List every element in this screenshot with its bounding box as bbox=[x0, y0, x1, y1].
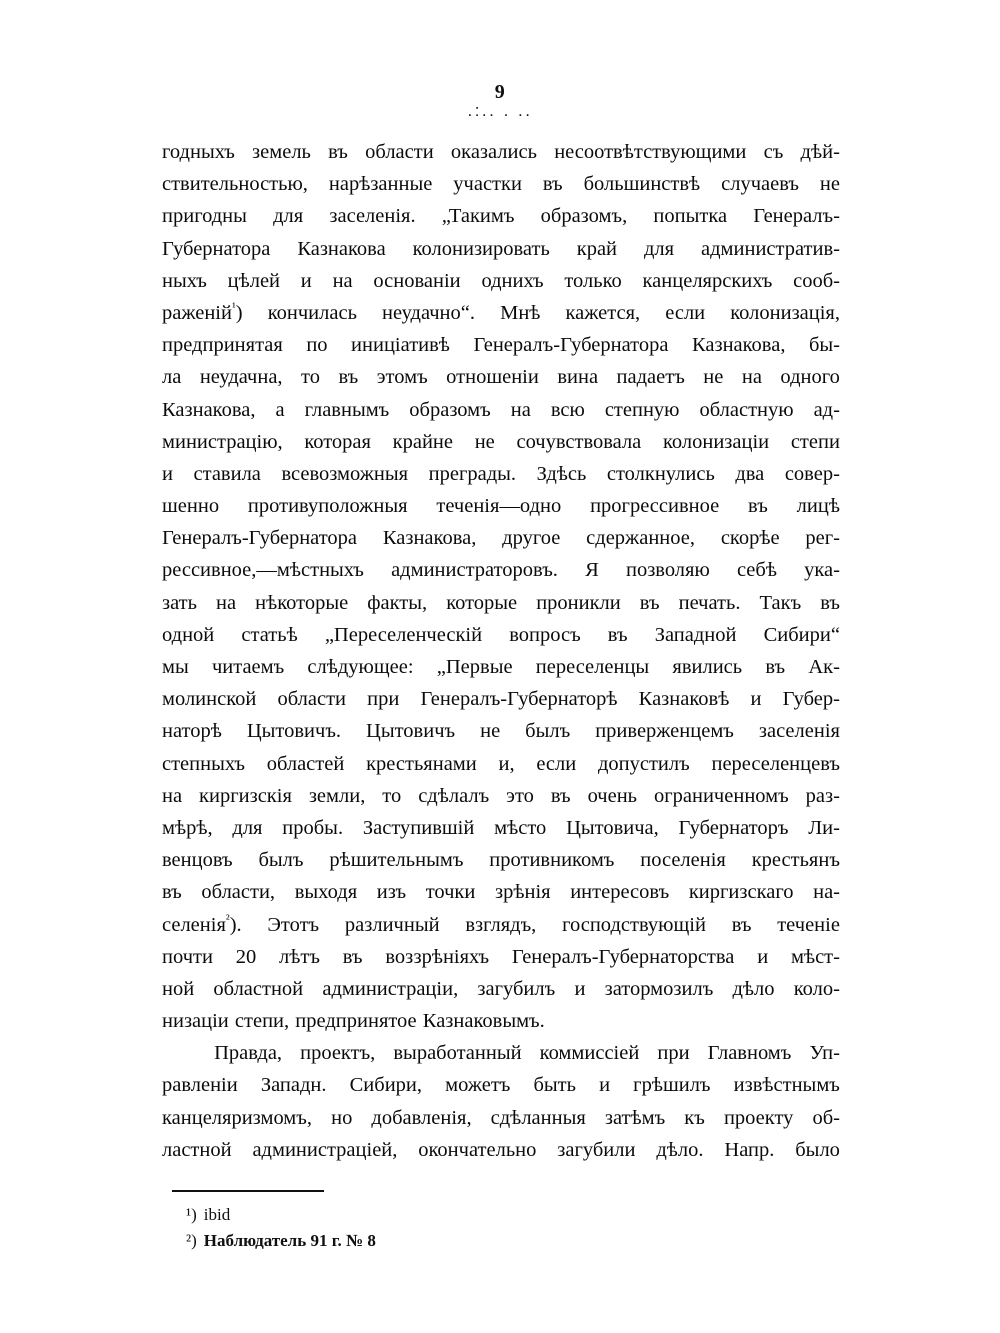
word: другое bbox=[502, 527, 561, 550]
word: образомъ, bbox=[540, 205, 628, 228]
word: загубили bbox=[557, 1138, 636, 1161]
word: и bbox=[750, 688, 762, 711]
word: Губернаторъ bbox=[678, 816, 789, 839]
word: дѣло. bbox=[656, 1138, 704, 1161]
word: селенія$^{^2}$). bbox=[162, 911, 242, 936]
word: одной bbox=[162, 623, 215, 646]
word: Западн. bbox=[260, 1074, 327, 1097]
word: съ bbox=[763, 141, 784, 163]
word: несоотвѣтствующими bbox=[554, 141, 747, 163]
text-line bbox=[162, 683, 840, 715]
word: на bbox=[741, 366, 762, 389]
word: Этотъ bbox=[267, 913, 320, 936]
word: очень bbox=[587, 784, 638, 807]
text-line bbox=[162, 1069, 840, 1101]
word: мѣсто bbox=[494, 816, 547, 839]
word: при bbox=[367, 688, 400, 711]
word: въ bbox=[162, 881, 182, 904]
word: въ bbox=[550, 784, 571, 807]
footnote-text: Наблюдатель 91 г. № 8 bbox=[203, 1231, 376, 1250]
word: оказались bbox=[450, 141, 537, 163]
word: добавленія, bbox=[371, 1106, 472, 1129]
word: ной bbox=[162, 977, 195, 1000]
page-header bbox=[0, 81, 1000, 120]
word: мѣст- bbox=[790, 945, 840, 968]
word: областную bbox=[699, 398, 794, 421]
word: земли, bbox=[308, 784, 366, 807]
word: ныхъ bbox=[162, 269, 207, 292]
word: сдѣлалъ bbox=[418, 784, 490, 807]
word: для bbox=[232, 816, 263, 839]
word: Казнаковѣ bbox=[638, 688, 730, 711]
word: участки bbox=[453, 173, 522, 196]
word: въ bbox=[342, 945, 363, 968]
word: венцовъ bbox=[162, 849, 233, 872]
word: ад- bbox=[813, 398, 840, 421]
text-line bbox=[162, 909, 840, 941]
word: Мнѣ bbox=[500, 301, 541, 324]
word: это bbox=[506, 784, 534, 807]
footnote-item bbox=[186, 1202, 826, 1228]
word: администраціи, bbox=[322, 977, 459, 1000]
word: Напр. bbox=[724, 1138, 775, 1161]
word: переселенцы bbox=[535, 656, 650, 678]
text-line bbox=[162, 619, 840, 651]
word: не bbox=[474, 430, 495, 453]
scan-artifact-dots: .:.. . .. bbox=[467, 101, 533, 120]
word: Главномъ bbox=[707, 1042, 792, 1065]
word: поселенія bbox=[640, 849, 726, 872]
word: крестьянами bbox=[366, 752, 477, 775]
word: если bbox=[665, 301, 706, 324]
word: Казнакова, bbox=[691, 334, 786, 357]
text-line bbox=[162, 973, 840, 1005]
word: ствительностью, bbox=[162, 173, 308, 196]
word: извѣстнымъ bbox=[733, 1074, 840, 1097]
word: на bbox=[216, 591, 237, 614]
word: министрацію, bbox=[162, 430, 283, 453]
word: областной bbox=[213, 977, 304, 1000]
word: одного bbox=[780, 366, 840, 389]
word: въ bbox=[639, 591, 660, 614]
word: прогрессивное bbox=[590, 495, 720, 518]
word: низаціи bbox=[162, 1010, 229, 1033]
word: степныхъ bbox=[162, 752, 245, 775]
word: степи bbox=[790, 430, 840, 453]
word: которые bbox=[446, 591, 518, 614]
word: грѣшилъ bbox=[633, 1074, 711, 1097]
word: дѣло bbox=[732, 977, 775, 1000]
text-line bbox=[162, 200, 840, 232]
word: статьѣ bbox=[241, 623, 298, 646]
word: ластной bbox=[162, 1138, 232, 1161]
word: сдѣланныя bbox=[490, 1106, 586, 1129]
word: проникли bbox=[536, 591, 621, 614]
text-line bbox=[162, 426, 840, 458]
word: наторѣ bbox=[162, 720, 222, 743]
word: для bbox=[643, 237, 675, 260]
word: области, bbox=[201, 881, 276, 904]
word: административ- bbox=[701, 237, 840, 260]
footnote-reference: ¹ bbox=[231, 300, 236, 315]
word: къ bbox=[684, 1106, 705, 1129]
word: пригодны bbox=[162, 205, 247, 228]
word: выходя bbox=[294, 881, 358, 904]
word: канцеляризмомъ, bbox=[162, 1106, 313, 1129]
word: не bbox=[819, 173, 840, 196]
word: „Такимъ bbox=[441, 205, 515, 228]
word: теченія—одно bbox=[436, 495, 562, 518]
word: области bbox=[365, 141, 434, 163]
word: былъ bbox=[258, 849, 304, 872]
word: вопросъ bbox=[509, 623, 581, 646]
word: противуположныя bbox=[247, 495, 408, 518]
word: всевозможныя bbox=[281, 462, 409, 485]
word: ограниченномъ bbox=[653, 784, 789, 807]
text-line bbox=[162, 297, 840, 329]
word: равленіи bbox=[162, 1074, 238, 1097]
word: выработанный bbox=[393, 1042, 522, 1065]
word: Генералъ-Губернатора bbox=[162, 527, 358, 550]
word: лицѣ bbox=[796, 495, 840, 518]
word: точки bbox=[425, 881, 476, 904]
footnote-list bbox=[186, 1202, 826, 1254]
word: переселенцевъ bbox=[711, 752, 840, 775]
word: земель bbox=[252, 141, 311, 163]
word: Казнакова, bbox=[162, 398, 256, 421]
word: проекту bbox=[723, 1106, 794, 1129]
word: неудачно“. bbox=[382, 301, 475, 324]
text-line bbox=[162, 136, 840, 168]
word: „Первые bbox=[436, 656, 513, 678]
word: не bbox=[703, 366, 724, 389]
word: и bbox=[300, 269, 312, 292]
word: и, bbox=[498, 752, 515, 775]
word: Губер- bbox=[782, 688, 840, 711]
word: крайне bbox=[392, 430, 454, 453]
text-line bbox=[162, 1037, 840, 1069]
word: противникомъ bbox=[489, 849, 615, 872]
word: кончилась bbox=[267, 301, 357, 324]
text-line bbox=[162, 651, 840, 683]
word: взглядъ, bbox=[465, 913, 537, 936]
word: позволяю bbox=[625, 559, 710, 582]
word: канцелярскихъ bbox=[642, 269, 773, 292]
word: отношеніи bbox=[446, 366, 539, 389]
text-line bbox=[162, 394, 840, 426]
text-line bbox=[162, 876, 840, 908]
word: степную bbox=[604, 398, 680, 421]
footnote-text: ibid bbox=[203, 1205, 231, 1224]
word: не bbox=[480, 720, 501, 743]
word: колонизація, bbox=[730, 301, 840, 324]
word: ука- bbox=[804, 559, 840, 582]
text-line bbox=[162, 715, 840, 747]
word: два bbox=[735, 462, 765, 485]
word: области bbox=[277, 688, 347, 711]
word: Ак- bbox=[808, 656, 840, 678]
word: Генералъ-Губернаторѣ bbox=[420, 688, 618, 711]
word: ла bbox=[162, 366, 182, 389]
word: явились bbox=[672, 656, 743, 678]
body-text-block bbox=[162, 136, 840, 1166]
word: и bbox=[599, 1074, 611, 1097]
word: Здѣсь bbox=[536, 462, 587, 485]
word: проектъ, bbox=[300, 1042, 376, 1065]
word: себѣ bbox=[736, 559, 777, 582]
word: раз- bbox=[805, 784, 840, 807]
word: зрѣнія bbox=[495, 881, 551, 904]
word: Казнакова bbox=[297, 237, 386, 260]
word: цѣлей bbox=[227, 269, 281, 292]
text-line bbox=[162, 522, 840, 554]
word: годныхъ bbox=[162, 141, 235, 163]
word: край bbox=[576, 237, 618, 260]
word: нѣкоторые bbox=[255, 591, 349, 614]
word: Генералъ-Губернаторства bbox=[511, 945, 735, 968]
word: различный bbox=[344, 913, 440, 936]
text-line bbox=[162, 361, 840, 393]
word: киргизскія bbox=[199, 784, 292, 807]
word: образомъ bbox=[409, 398, 491, 421]
word: почти bbox=[162, 945, 213, 968]
word: но bbox=[331, 1106, 353, 1129]
word: на- bbox=[813, 881, 840, 904]
word: приверженцемъ bbox=[595, 720, 734, 743]
word: изъ bbox=[376, 881, 407, 904]
word: интересовъ bbox=[570, 881, 670, 904]
word: заселенія bbox=[758, 720, 840, 743]
text-line bbox=[162, 1102, 840, 1134]
word: читаемъ bbox=[211, 656, 285, 678]
word: Правда, bbox=[214, 1042, 283, 1065]
word: если bbox=[536, 752, 577, 775]
text-line bbox=[162, 554, 840, 586]
word: затормозилъ bbox=[604, 977, 714, 1000]
word: колонизировать bbox=[412, 237, 550, 260]
word: только bbox=[564, 269, 622, 292]
word: воззрѣніяхъ bbox=[385, 945, 490, 968]
text-line bbox=[162, 1005, 840, 1037]
text-line bbox=[162, 490, 840, 522]
word: и bbox=[162, 462, 173, 485]
word: сдержанное, bbox=[586, 527, 695, 550]
word: Такъ bbox=[759, 591, 802, 614]
word: администраторовъ. bbox=[391, 559, 558, 582]
word: всю bbox=[550, 398, 585, 421]
text-line bbox=[162, 748, 840, 780]
word: мѣрѣ, bbox=[162, 816, 213, 839]
footnote-item bbox=[186, 1228, 826, 1254]
text-line bbox=[162, 587, 840, 619]
text-line bbox=[162, 233, 840, 265]
word: основаніи bbox=[373, 269, 461, 292]
text-line bbox=[162, 458, 840, 490]
word: загубилъ bbox=[477, 977, 556, 1000]
word: попытка bbox=[653, 205, 728, 228]
word: колонизаціи bbox=[662, 430, 770, 453]
word: этомъ bbox=[376, 366, 428, 389]
word: затѣмъ bbox=[604, 1106, 666, 1129]
word: Я bbox=[585, 559, 599, 582]
footnote-marker: ¹) bbox=[186, 1205, 197, 1224]
text-line bbox=[162, 265, 840, 297]
word: на bbox=[510, 398, 531, 421]
word: въ bbox=[607, 623, 628, 646]
word: молинской bbox=[162, 688, 257, 711]
word: рессивное,—мѣстныхъ bbox=[162, 559, 364, 582]
word: на bbox=[332, 269, 353, 292]
word: „Переселенческій bbox=[324, 623, 483, 646]
word: областей bbox=[266, 752, 345, 775]
word: при bbox=[657, 1042, 690, 1065]
word: крестьянъ bbox=[751, 849, 840, 872]
word: быть bbox=[533, 1074, 576, 1097]
word: для bbox=[273, 205, 304, 228]
word: Губернатора bbox=[162, 237, 271, 260]
footnote-marker: ²) bbox=[186, 1231, 197, 1250]
word: въ bbox=[542, 173, 563, 196]
word: Казнакова, bbox=[382, 527, 477, 550]
word: былъ bbox=[525, 720, 571, 743]
word: бы- bbox=[808, 334, 840, 357]
word: однихъ bbox=[481, 269, 544, 292]
word: въ bbox=[820, 591, 840, 614]
word: которая bbox=[304, 430, 371, 453]
word: кажется, bbox=[565, 301, 641, 324]
text-line bbox=[162, 812, 840, 844]
word: то bbox=[301, 366, 320, 389]
word: Казнаковымъ. bbox=[422, 1010, 545, 1033]
word: шенно bbox=[162, 495, 220, 518]
word: и bbox=[757, 945, 769, 968]
word: предпринятое bbox=[295, 1010, 417, 1033]
word: окончательно bbox=[418, 1138, 537, 1161]
word: Генералъ- bbox=[753, 205, 840, 228]
word: преграды. bbox=[428, 462, 517, 485]
word: иниціативѣ bbox=[351, 334, 450, 357]
text-line bbox=[162, 1134, 840, 1166]
page-number: 9 bbox=[494, 81, 506, 103]
word: въ bbox=[731, 913, 752, 936]
word: Генералъ-Губернатора bbox=[473, 334, 669, 357]
word: по bbox=[306, 334, 328, 357]
word: киргизскаго bbox=[688, 881, 794, 904]
word: Западной bbox=[654, 623, 737, 646]
word: коммиссіей bbox=[539, 1042, 640, 1065]
word: Цытовичъ bbox=[366, 720, 456, 743]
word: мы bbox=[162, 656, 189, 678]
word: администраціей, bbox=[252, 1138, 398, 1161]
word: а bbox=[275, 398, 285, 421]
word: Цытовича, bbox=[566, 816, 659, 839]
word: дѣй- bbox=[800, 141, 840, 163]
word: скорѣе bbox=[720, 527, 780, 550]
word: Сибири, bbox=[349, 1074, 423, 1097]
word: столкнулись bbox=[606, 462, 715, 485]
word: Цытовичъ. bbox=[246, 720, 342, 743]
word: совер- bbox=[784, 462, 840, 485]
text-line bbox=[162, 780, 840, 812]
word: господствующій bbox=[562, 913, 706, 936]
word: слѣдующее: bbox=[307, 656, 414, 678]
word: факты, bbox=[367, 591, 428, 614]
word: зать bbox=[162, 591, 197, 614]
footnote-reference: ² bbox=[225, 911, 230, 926]
word: ставила bbox=[193, 462, 261, 485]
word: лѣтъ bbox=[279, 945, 320, 968]
word: въ bbox=[748, 495, 768, 518]
text-line bbox=[162, 941, 840, 973]
word: степи, bbox=[234, 1010, 290, 1033]
word: заселенія. bbox=[329, 205, 416, 228]
word: въ bbox=[338, 366, 359, 389]
word: допустилъ bbox=[597, 752, 690, 775]
word: об- bbox=[812, 1106, 840, 1129]
text-line bbox=[162, 844, 840, 876]
word: было bbox=[795, 1138, 840, 1161]
word: теченіе bbox=[777, 913, 840, 936]
word: Уп- bbox=[809, 1042, 840, 1065]
word: раженій$^{^1}$) bbox=[162, 300, 243, 324]
word: рѣшительнымъ bbox=[329, 849, 464, 872]
footnote-separator-rule bbox=[172, 1190, 324, 1192]
word: коло- bbox=[793, 977, 840, 1000]
word: въ bbox=[765, 656, 786, 678]
word: пробы. bbox=[282, 816, 344, 839]
word: и bbox=[574, 977, 586, 1000]
word: 20 bbox=[235, 945, 257, 968]
word: падаетъ bbox=[616, 366, 685, 389]
word: рег- bbox=[805, 527, 840, 550]
word: на bbox=[162, 784, 183, 807]
word: случаевъ bbox=[721, 173, 799, 196]
word: неудачна, bbox=[199, 366, 283, 389]
word: можетъ bbox=[445, 1074, 511, 1097]
text-line bbox=[162, 168, 840, 200]
word: въ bbox=[328, 141, 348, 163]
word: главнымъ bbox=[304, 398, 390, 421]
word: печать. bbox=[678, 591, 741, 614]
word: предпринятая bbox=[162, 334, 283, 357]
word: Заступившій bbox=[362, 816, 475, 839]
word: вина bbox=[557, 366, 599, 389]
text-line bbox=[162, 329, 840, 361]
word: большинствѣ bbox=[583, 173, 701, 196]
word: сооб- bbox=[793, 269, 840, 292]
word: Сибири“ bbox=[763, 623, 840, 646]
word: то bbox=[382, 784, 402, 807]
word: нарѣзанные bbox=[328, 173, 433, 196]
word: сочувствовала bbox=[516, 430, 642, 453]
word: Ли- bbox=[808, 816, 840, 839]
